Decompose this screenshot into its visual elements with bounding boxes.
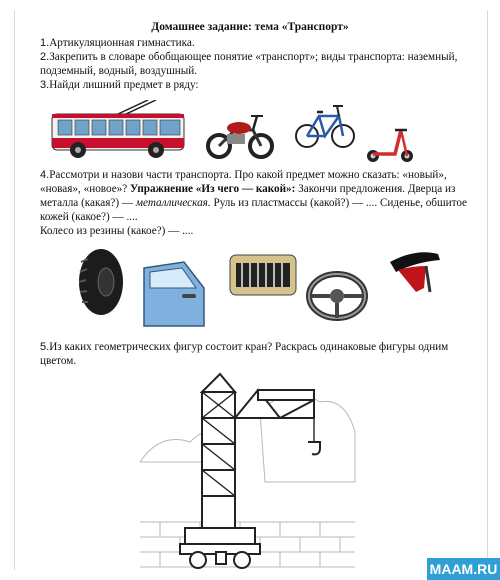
task-4: 4.Рассмотри и назови части транспорта. Про какой предмет можно сказать: «новый», «новая», «новое»? Упражнение «Из чего — какой»: Закончи предложения. Дверца из металла (какая?) — металлическая. Руль из пластмассы (какой?) — .... Сиденье, обшитое кожей (какое?) — .... Колесо из резины (какое?) — .... — [40, 169, 468, 237]
tire-image — [76, 247, 126, 317]
bicycle-image — [295, 98, 355, 153]
steering-wheel-image — [305, 270, 369, 322]
crane-drawing — [140, 372, 360, 572]
trolleybus-image — [48, 100, 188, 162]
task-1: 1.Артикуляционная гимнастика. — [40, 37, 195, 49]
scooter-image — [365, 128, 415, 164]
motorcycle-image — [205, 108, 275, 160]
left-margin-line — [14, 10, 15, 570]
task-2: 2.Закрепить в словаре обобщающее понятие «транспорт»; виды транспорта: наземный, подземный, водный, воздушный. — [40, 51, 458, 77]
car-door-image — [138, 258, 210, 330]
task-3: 3.Найди лишний предмет в ряду: — [40, 79, 199, 91]
worksheet-title: Домашнее задание: тема «Транспорт» — [151, 21, 349, 33]
seat-image — [386, 240, 444, 298]
watermark-badge[interactable]: MAAM.RU — [427, 558, 500, 580]
car-grille-image — [228, 247, 298, 302]
task-5: 5.Из каких геометрических фигур состоит кран? Раскрась одинаковые фигуры одним цветом. — [40, 341, 449, 367]
right-margin-line — [487, 10, 488, 570]
